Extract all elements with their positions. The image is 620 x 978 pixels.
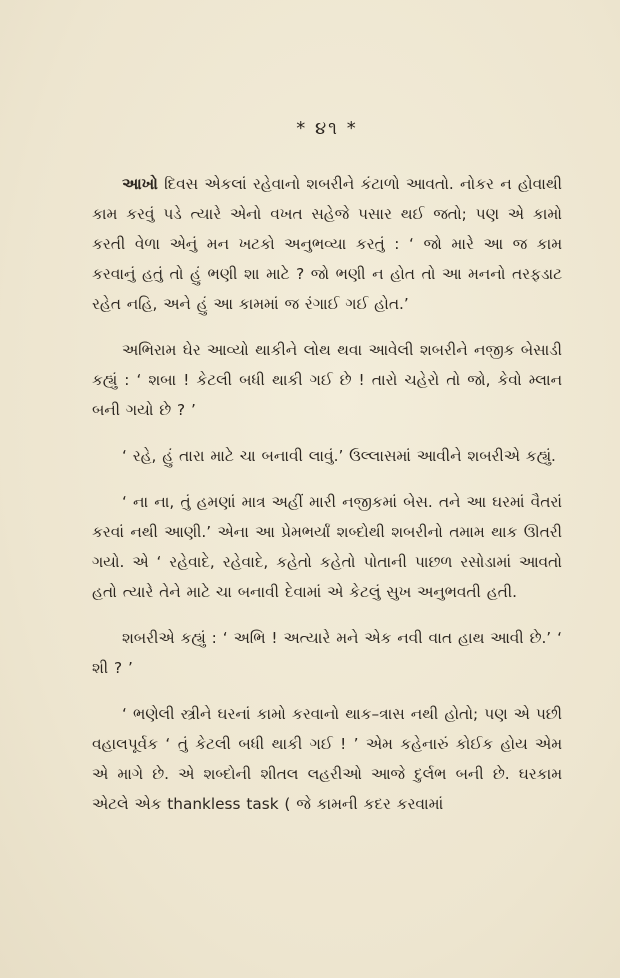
paragraph-5 — [92, 623, 562, 683]
paragraph-6 — [92, 699, 562, 819]
paragraph-text: ‘ રહે, હું તારા માટે ચા બનાવી લાવું.’ ઉલ્લાસમાં આવીને શબરીએ કહ્યું. — [122, 447, 556, 465]
paragraph-text: ‘ ભણેલી સ્ત્રીને ઘરનાં કામો કરવાનો થાક–ત્રાસ નથી હોતો; પણ એ પછી વહાલપૂર્વક ‘ તું કેટલી બધી થાકી ગઈ ! ’ એમ કહેનારું કોઈક હોય એમ એ માગે છે. એ શબ્દોની શીતલ લહરીઓ આજે દુર્લભ બની છે. ઘરકામ એટલે એક thankless task ( જે કામની કદર કરવામાં — [92, 705, 562, 813]
paragraph-2 — [92, 335, 562, 425]
paragraph-text: દિવસ એકલાં રહેવાનો શબરીને કંટાળો આવતો. નોકર ન હોવાથી કામ કરવું પડે ત્યારે એનો વખત સહેજે પસાર થઈ જતો; પણ એ કામો કરતી વેળા એનું મન ખટકો અનુભવ્યા કરતું : ‘ જો મારે આ જ કામ કરવાનું હતું તો હું ભણી શા માટે ? જો ભણી ન હોત તો આ મનનો તરફડાટ રહેત નહિ, અને હું આ કામમાં જ રંગાઈ ગઈ હોત.’ — [92, 175, 562, 313]
page-number: * ૪૧ * — [296, 118, 358, 139]
paragraph-text: અભિરામ ઘેર આવ્યો થાકીને લોથ થવા આવેલી શબરીને નજીક બેસાડી કહ્યું : ‘ શબા ! કેટલી બધી થાકી ગઈ છે ! તારો ચહેરો તો જો, કેવો મ્લાન બની ગયો છે ? ’ — [92, 341, 562, 419]
paragraph-text: ‘ ના ના, તું હમણાં માત્ર અહીં મારી નજીકમાં બેસ. તને આ ઘરમાં વૈતરાં કરવાં નથી આણી.’ એના આ પ્રેમભર્યાં શબ્દોથી શબરીનો તમામ થાક ઊતરી ગયો. એ ‘ રહેવાદે, રહેવાદે, કહેતો કહેતો પોતાની પાછળ રસોડામાં આવતો હતો ત્યારે તેને માટે ચા બનાવી દેવામાં એ કેટલું સુખ અનુભવતી હતી. — [92, 493, 562, 601]
paragraph-1 — [92, 169, 562, 319]
paragraph-3 — [92, 441, 562, 471]
paragraph-text: શબરીએ કહ્યું : ‘ અભિ ! અત્યારે મને એક નવી વાત હાથ આવી છે.’ ‘ શી ? ’ — [92, 629, 562, 677]
paragraph-4 — [92, 487, 562, 607]
paragraph-lead-word: આખો — [122, 175, 158, 193]
